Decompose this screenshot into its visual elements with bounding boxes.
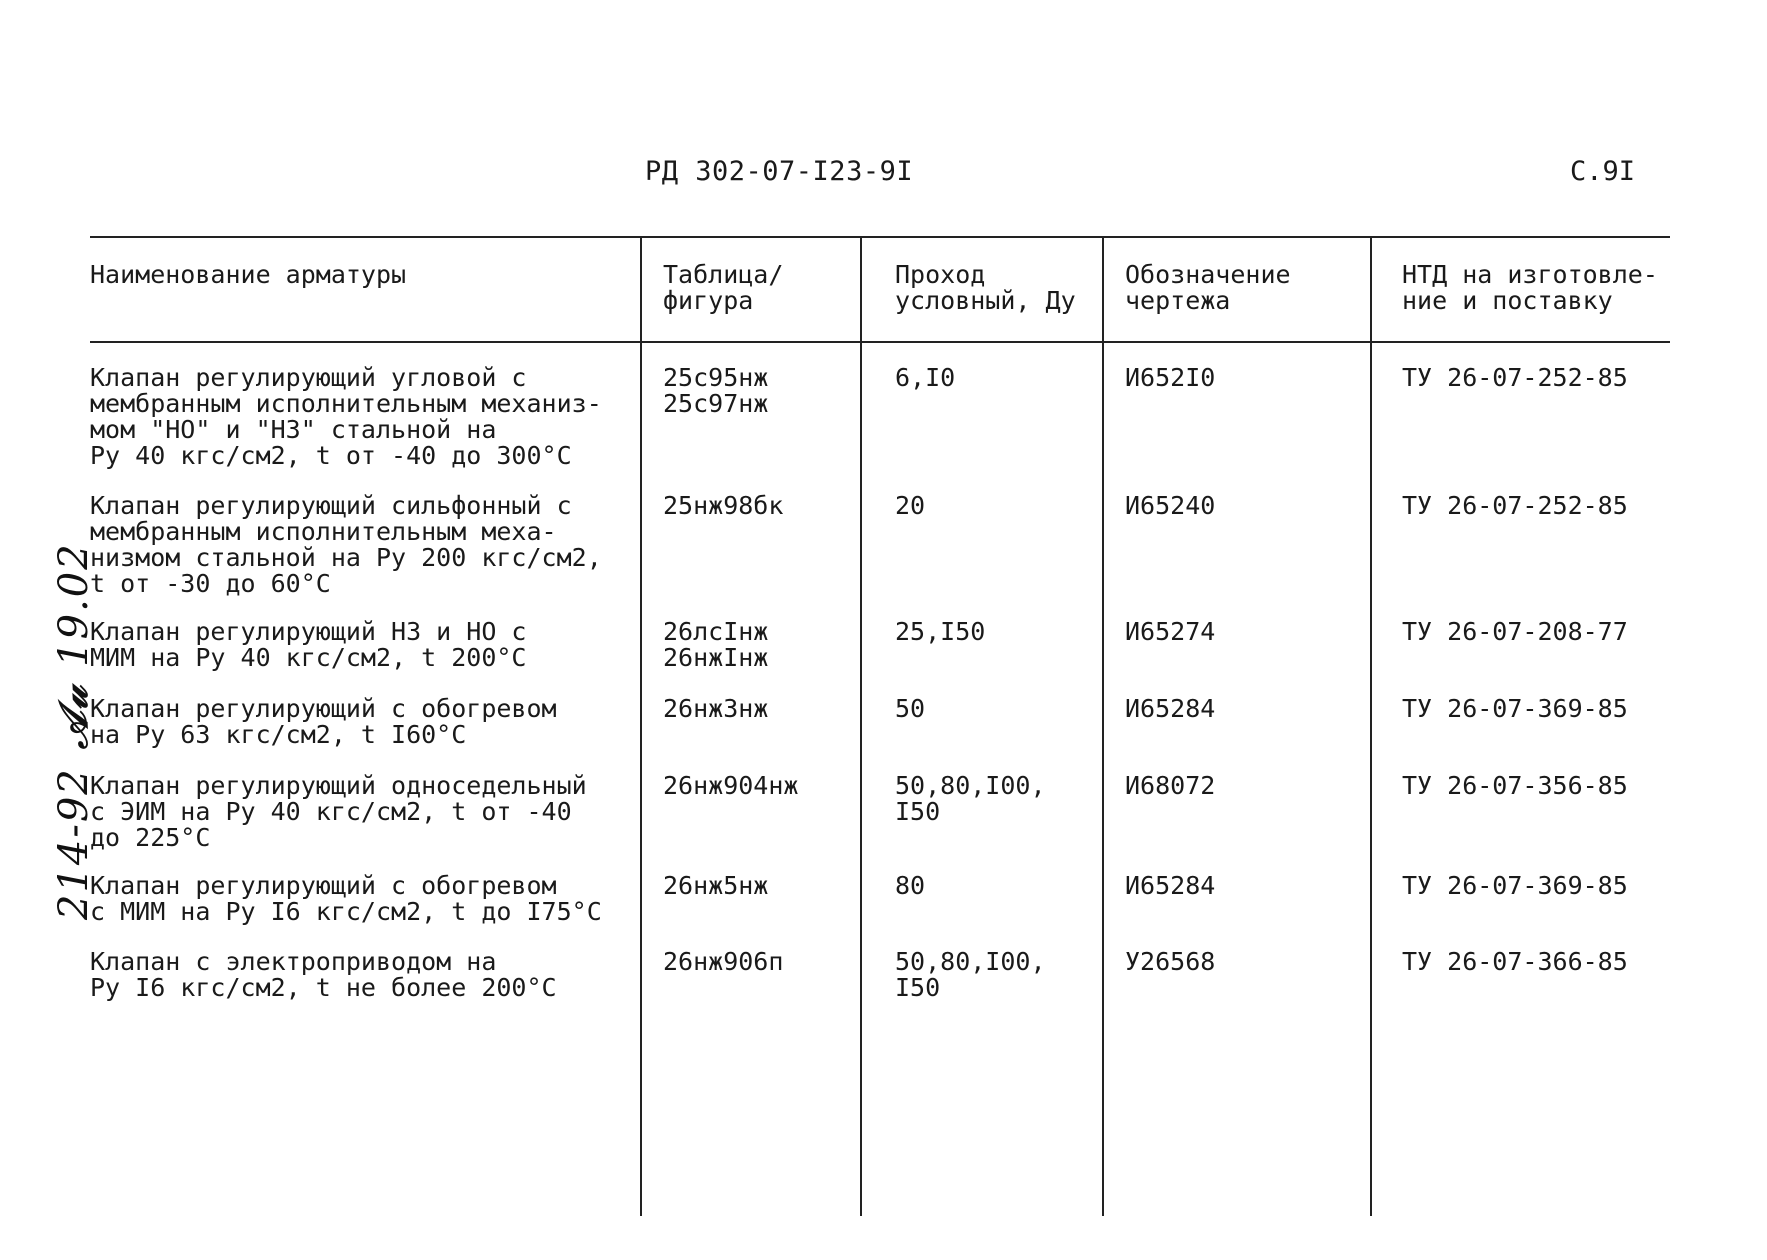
column-divider xyxy=(1370,236,1372,1216)
nominal-bore: 25,I50 xyxy=(895,617,986,646)
drawing-number: И65284 xyxy=(1125,871,1216,900)
fitting-name: Клапан регулирующий сильфонный с мембранным исполнительным меха- низмом стальной на Ру 200 кгс/см2, t от -30 до 60°С xyxy=(90,491,602,598)
ntd-reference: ТУ 26-07-208-77 xyxy=(1402,617,1628,646)
handwritten-margin-note xyxy=(50,542,97,920)
ntd-reference: ТУ 26-07-369-85 xyxy=(1402,871,1628,900)
figure-code: 26нж5нж xyxy=(663,871,769,900)
drawing-number: И68072 xyxy=(1125,771,1216,800)
ntd-reference: ТУ 26-07-369-85 xyxy=(1402,694,1628,723)
ntd-reference: ТУ 26-07-366-85 xyxy=(1402,947,1628,976)
column-divider xyxy=(860,236,862,1216)
drawing-number: У26568 xyxy=(1125,947,1216,976)
fitting-name: Клапан регулирующий односедельный с ЭИМ на Ру 40 кгс/см2, t от -40 до 225°С xyxy=(90,771,587,852)
fitting-name: Клапан регулирующий угловой с мембранным исполнительным механиз- мом "НО" и "НЗ" стальной на Ру 40 кгс/см2, t от -40 до 300°С xyxy=(90,363,602,470)
signature-mark: 𝒜𝓊 xyxy=(50,684,97,750)
nominal-bore: 50,80,I00, I50 xyxy=(895,771,1046,826)
ntd-reference: ТУ 26-07-356-85 xyxy=(1402,771,1628,800)
nominal-bore: 80 xyxy=(895,871,926,900)
column-header-ntd: НТД на изготовле- ние и поставку xyxy=(1402,260,1658,315)
nominal-bore: 50 xyxy=(895,694,926,723)
figure-code: 25с95нж 25с97нж xyxy=(663,363,769,418)
margin-note-number: 214-92 xyxy=(51,767,97,920)
figure-code: 25нж98бк xyxy=(663,491,784,520)
fitting-name: Клапан регулирующий с обогревом с МИМ на Ру I6 кгс/см2, t до I75°С xyxy=(90,871,602,926)
column-header-name: Наименование арматуры xyxy=(90,260,407,289)
nominal-bore: 20 xyxy=(895,491,926,520)
fitting-name: Клапан с электроприводом на Ру I6 кгс/см2, t не более 200°С xyxy=(90,947,557,1002)
figure-code: 26нж3нж xyxy=(663,694,769,723)
margin-note-date: 19.02 xyxy=(51,542,97,667)
figure-code: 26нж906п xyxy=(663,947,784,976)
drawing-number: И65240 xyxy=(1125,491,1216,520)
drawing-number: И652I0 xyxy=(1125,363,1216,392)
figure-code: 26лсIнж 26нжIнж xyxy=(663,617,769,672)
drawing-number: И65284 xyxy=(1125,694,1216,723)
column-header-figure: Таблица/ фигура xyxy=(663,260,784,315)
fitting-name: Клапан регулирующий НЗ и НО с МИМ на Ру 40 кгс/см2, t 200°С xyxy=(90,617,527,672)
ntd-reference: ТУ 26-07-252-85 xyxy=(1402,363,1628,392)
ntd-reference: ТУ 26-07-252-85 xyxy=(1402,491,1628,520)
fittings-table xyxy=(90,236,1670,1216)
drawing-number: И65274 xyxy=(1125,617,1216,646)
column-divider xyxy=(640,236,642,1216)
column-header-drawing: Обозначение чертежа xyxy=(1125,260,1291,315)
page-number: С.9I xyxy=(1570,156,1636,187)
table-top-rule xyxy=(90,236,1670,238)
header-bottom-rule xyxy=(90,341,1670,343)
column-header-nominal-bore: Проход условный, Ду xyxy=(895,260,1076,315)
column-divider xyxy=(1102,236,1104,1216)
nominal-bore: 6,I0 xyxy=(895,363,956,392)
fitting-name: Клапан регулирующий с обогревом на Ру 63 кгс/см2, t I60°С xyxy=(90,694,557,749)
document-code: РД 302-07-I23-9I xyxy=(645,156,914,187)
page-header xyxy=(0,156,1767,196)
figure-code: 26нж904нж xyxy=(663,771,799,800)
nominal-bore: 50,80,I00, I50 xyxy=(895,947,1046,1002)
